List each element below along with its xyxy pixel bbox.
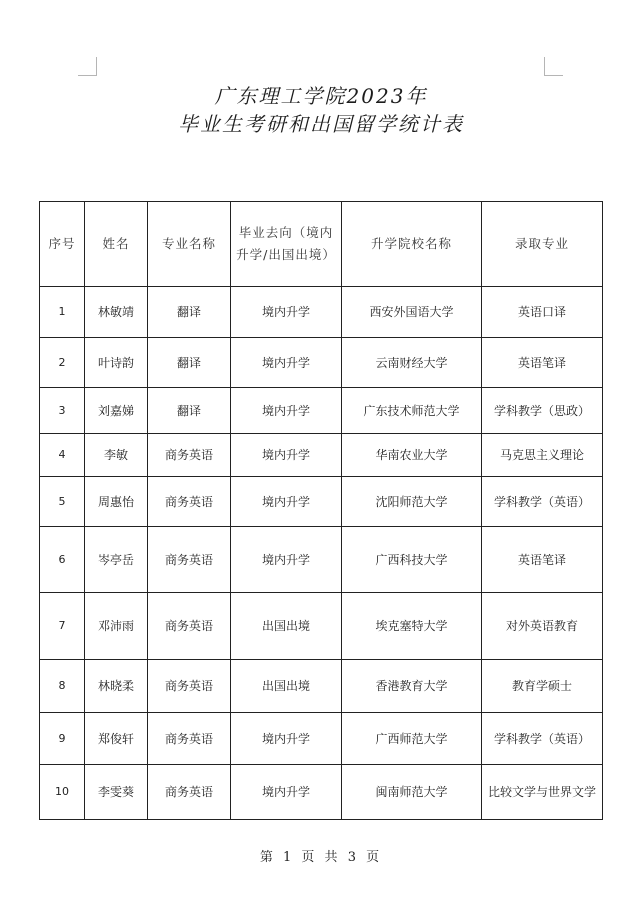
header-school: 升学院校名称 — [342, 202, 482, 287]
cell-destination: 境内升学 — [231, 527, 342, 593]
cell-admitted-major: 学科教学（英语） — [482, 477, 603, 527]
cell-name: 林敏靖 — [85, 287, 148, 338]
cell-seq: 5 — [40, 477, 85, 527]
cell-major: 商务英语 — [148, 477, 231, 527]
cell-school: 埃克塞特大学 — [342, 593, 482, 660]
cell-seq: 9 — [40, 713, 85, 765]
table-row — [40, 388, 603, 434]
cell-school: 闽南师范大学 — [342, 765, 482, 820]
cell-admitted-major: 比较文学与世界文学 — [482, 765, 603, 820]
crop-mark-top-right — [544, 57, 563, 76]
cell-seq: 8 — [40, 660, 85, 713]
cell-seq: 3 — [40, 388, 85, 434]
cell-admitted-major: 英语笔译 — [482, 527, 603, 593]
cell-admitted-major: 学科教学（思政） — [482, 388, 603, 434]
cell-seq: 7 — [40, 593, 85, 660]
header-seq: 序号 — [40, 202, 85, 287]
cell-school: 沈阳师范大学 — [342, 477, 482, 527]
header-destination: 毕业去向（境内升学/出国出境） — [231, 202, 342, 287]
cell-admitted-major: 英语口译 — [482, 287, 603, 338]
cell-name: 李雯葵 — [85, 765, 148, 820]
cell-school: 广西科技大学 — [342, 527, 482, 593]
crop-mark-top-left — [78, 57, 97, 76]
cell-major: 翻译 — [148, 287, 231, 338]
cell-major: 商务英语 — [148, 527, 231, 593]
cell-name: 李敏 — [85, 434, 148, 477]
table-row — [40, 338, 603, 388]
cell-school: 西安外国语大学 — [342, 287, 482, 338]
cell-seq: 10 — [40, 765, 85, 820]
cell-name: 岑亭岳 — [85, 527, 148, 593]
cell-seq: 1 — [40, 287, 85, 338]
table-row — [40, 527, 603, 593]
cell-school: 广西师范大学 — [342, 713, 482, 765]
cell-major: 商务英语 — [148, 434, 231, 477]
table-row — [40, 477, 603, 527]
table-row — [40, 765, 603, 820]
document-title-line1: 广东理工学院2023年 — [214, 84, 428, 108]
header-name: 姓名 — [85, 202, 148, 287]
cell-name: 周惠怡 — [85, 477, 148, 527]
cell-school: 香港教育大学 — [342, 660, 482, 713]
header-major: 专业名称 — [148, 202, 231, 287]
document-title-line2: 毕业生考研和出国留学统计表 — [178, 112, 464, 136]
table-header-row — [40, 202, 603, 287]
cell-destination: 境内升学 — [231, 713, 342, 765]
table-row — [40, 434, 603, 477]
cell-destination: 境内升学 — [231, 477, 342, 527]
statistics-table — [39, 201, 603, 820]
cell-name: 刘嘉娣 — [85, 388, 148, 434]
cell-school: 华南农业大学 — [342, 434, 482, 477]
cell-destination: 境内升学 — [231, 434, 342, 477]
cell-major: 翻译 — [148, 388, 231, 434]
cell-name: 叶诗韵 — [85, 338, 148, 388]
table-row — [40, 713, 603, 765]
cell-destination: 境内升学 — [231, 765, 342, 820]
cell-school: 云南财经大学 — [342, 338, 482, 388]
table-row — [40, 593, 603, 660]
cell-seq: 2 — [40, 338, 85, 388]
cell-seq: 6 — [40, 527, 85, 593]
table-row — [40, 287, 603, 338]
cell-admitted-major: 英语笔译 — [482, 338, 603, 388]
cell-major: 商务英语 — [148, 713, 231, 765]
cell-destination: 境内升学 — [231, 287, 342, 338]
cell-admitted-major: 学科教学（英语） — [482, 713, 603, 765]
cell-admitted-major: 马克思主义理论 — [482, 434, 603, 477]
cell-name: 邓沛雨 — [85, 593, 148, 660]
cell-admitted-major: 对外英语教育 — [482, 593, 603, 660]
cell-name: 郑俊轩 — [85, 713, 148, 765]
table-row — [40, 660, 603, 713]
cell-major: 商务英语 — [148, 765, 231, 820]
cell-admitted-major: 教育学硕士 — [482, 660, 603, 713]
cell-destination: 出国出境 — [231, 660, 342, 713]
cell-destination: 境内升学 — [231, 388, 342, 434]
cell-destination: 境内升学 — [231, 338, 342, 388]
cell-school: 广东技术师范大学 — [342, 388, 482, 434]
header-admitted-major: 录取专业 — [482, 202, 603, 287]
cell-major: 商务英语 — [148, 660, 231, 713]
cell-destination: 出国出境 — [231, 593, 342, 660]
cell-major: 商务英语 — [148, 593, 231, 660]
cell-seq: 4 — [40, 434, 85, 477]
cell-name: 林晓柔 — [85, 660, 148, 713]
page-number-footer: 第 1 页 共 3 页 — [259, 850, 383, 865]
cell-major: 翻译 — [148, 338, 231, 388]
